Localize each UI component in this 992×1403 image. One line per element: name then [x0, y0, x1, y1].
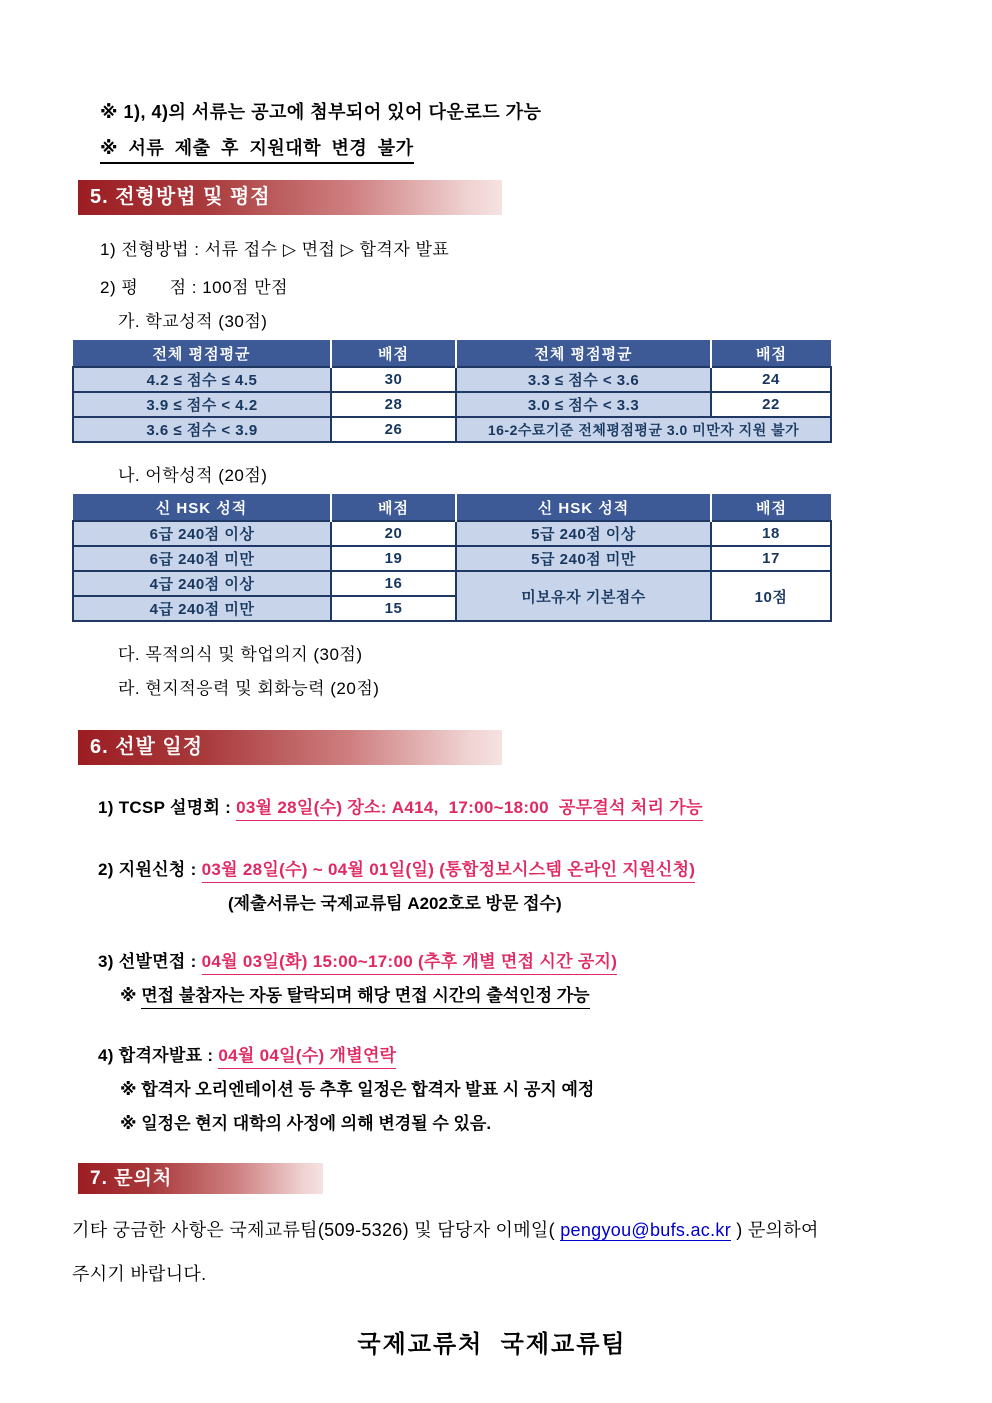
gpa-header-points-left: 배점 [331, 340, 456, 367]
hsk-header-points-left: 배점 [331, 494, 456, 521]
gpa-table-row [73, 367, 831, 392]
schedule-change-subnote: ※ 일정은 현지 대학의 사정에 의해 변경될 수 있음. [120, 1114, 492, 1133]
gpa-range-cell: 3.9 ≤ 점수 < 4.2 [73, 392, 331, 417]
note-no-university-change [100, 136, 912, 164]
contact-text-line2: 주시기 바랍니다. [72, 1264, 207, 1284]
hsk-score-table [72, 494, 832, 622]
hsk-points-cell: 20 [331, 521, 456, 546]
gpa-points-cell: 22 [711, 392, 831, 417]
score-total-line: 2) 평 점 : 100점 만점 [100, 278, 289, 297]
hsk-table-row [73, 521, 831, 546]
gpa-header-points-right: 배점 [711, 340, 831, 367]
section7-header: 7. 문의처 [78, 1163, 323, 1194]
schedule-interview-label: 3) 선발면접 : [98, 952, 202, 971]
schedule-item-briefing [98, 795, 912, 821]
schedule-application-date: 03월 28일(수) ~ 04월 01일(일) (통합정보시스템 온라인 지원신청) [202, 860, 696, 883]
schedule-item-announcement [98, 1043, 912, 1069]
adaptability-grade-label: 라. 현지적응력 및 회화능력 (20점) [118, 679, 380, 698]
gpa-range-cell: 4.2 ≤ 점수 ≤ 4.5 [73, 367, 331, 392]
schedule-briefing-date: 03월 28일(수) 장소: A414, 17:00~18:00 공무결석 처리 가능 [236, 798, 703, 821]
schedule-interview-date: 04월 03일(화) 15:00~17:00 (추후 개별 면접 시간 공지) [202, 952, 618, 975]
contact-paragraph [72, 1208, 912, 1296]
hsk-header-points-right: 배점 [711, 494, 831, 521]
hsk-points-cell: 17 [711, 546, 831, 571]
hsk-level-cell: 6급 240점 미만 [73, 546, 331, 571]
gpa-points-cell: 26 [331, 417, 456, 442]
gpa-header-average-right: 전체 평점평균 [456, 340, 711, 367]
subnote-mark: ※ [120, 986, 142, 1005]
note-download-available: ※ 1), 4)의 서류는 공고에 첨부되어 있어 다운로드 가능 [100, 102, 542, 122]
schedule-announcement-label: 4) 합격자발표 : [98, 1046, 219, 1065]
schedule-application-label: 2) 지원신청 : [98, 860, 202, 879]
gpa-range-cell: 3.6 ≤ 점수 < 3.9 [73, 417, 331, 442]
footer-signature: 국제교류처 국제교류팀 [357, 1331, 627, 1358]
contact-text-before: 기타 궁금한 사항은 국제교류팀(509-5326) 및 담당자 이메일( [72, 1220, 561, 1240]
hsk-level-cell: 5급 240점 이상 [456, 521, 711, 546]
hsk-points-cell: 16 [331, 571, 456, 596]
hsk-level-cell: 6급 240점 이상 [73, 521, 331, 546]
language-grade-label: 나. 어학성적 (20점) [118, 466, 268, 485]
note-no-university-change-text: ※ 서류 제출 후 지원대학 변경 불가 [100, 136, 414, 164]
schedule-item-application [98, 857, 912, 883]
gpa-table-header-row [73, 340, 831, 367]
gpa-score-table [72, 340, 832, 443]
gpa-points-cell: 24 [711, 367, 831, 392]
hsk-header-score-right: 신 HSK 성적 [456, 494, 711, 521]
hsk-base-points-cell: 10점 [711, 571, 831, 621]
contact-email-link[interactable]: pengyou@bufs.ac.kr [560, 1220, 731, 1240]
gpa-range-cell: 3.0 ≤ 점수 < 3.3 [456, 392, 711, 417]
hsk-level-cell: 4급 240점 미만 [73, 596, 331, 621]
selection-method-line: 1) 전형방법 : 서류 접수 ▷ 면접 ▷ 합격자 발표 [100, 240, 450, 259]
hsk-table-header-row [73, 494, 831, 521]
gpa-points-cell: 28 [331, 392, 456, 417]
hsk-table-row [73, 571, 831, 596]
schedule-interview-subnote-text: 면접 불참자는 자동 탈락되며 해당 면접 시간의 출석인정 가능 [141, 986, 589, 1009]
hsk-table-row [73, 546, 831, 571]
hsk-points-cell: 18 [711, 521, 831, 546]
schedule-announcement-date: 04월 04일(수) 개별연락 [218, 1046, 396, 1069]
contact-text-after: ) 문의하여 [731, 1220, 819, 1240]
schedule-item-interview [98, 949, 912, 975]
hsk-no-cert-cell: 미보유자 기본점수 [456, 571, 711, 621]
section5-header: 5. 전형방법 및 평점 [78, 180, 502, 215]
schedule-briefing-label: 1) TCSP 설명회 : [98, 798, 237, 817]
hsk-level-cell: 4급 240점 이상 [73, 571, 331, 596]
hsk-level-cell: 5급 240점 미만 [456, 546, 711, 571]
schedule-interview-subnote [120, 983, 912, 1009]
section6-header: 6. 선발 일정 [78, 730, 502, 765]
gpa-points-cell: 30 [331, 367, 456, 392]
gpa-table-row [73, 417, 831, 442]
school-grade-label: 가. 학교성적 (30점) [118, 312, 268, 331]
hsk-points-cell: 19 [331, 546, 456, 571]
purpose-grade-label: 다. 목적의식 및 학업의지 (30점) [118, 645, 363, 664]
gpa-ineligible-note-cell: 16-2수료기준 전체평점평균 3.0 미만자 지원 불가 [456, 417, 831, 442]
gpa-table-row [73, 392, 831, 417]
gpa-header-average-left: 전체 평점평균 [73, 340, 331, 367]
gpa-range-cell: 3.3 ≤ 점수 < 3.6 [456, 367, 711, 392]
hsk-header-score-left: 신 HSK 성적 [73, 494, 331, 521]
schedule-orientation-subnote: ※ 합격자 오리엔테이션 등 추후 일정은 합격자 발표 시 공지 예정 [120, 1080, 595, 1099]
hsk-points-cell: 15 [331, 596, 456, 621]
schedule-application-note: (제출서류는 국제교류팀 A202호로 방문 접수) [228, 894, 562, 913]
